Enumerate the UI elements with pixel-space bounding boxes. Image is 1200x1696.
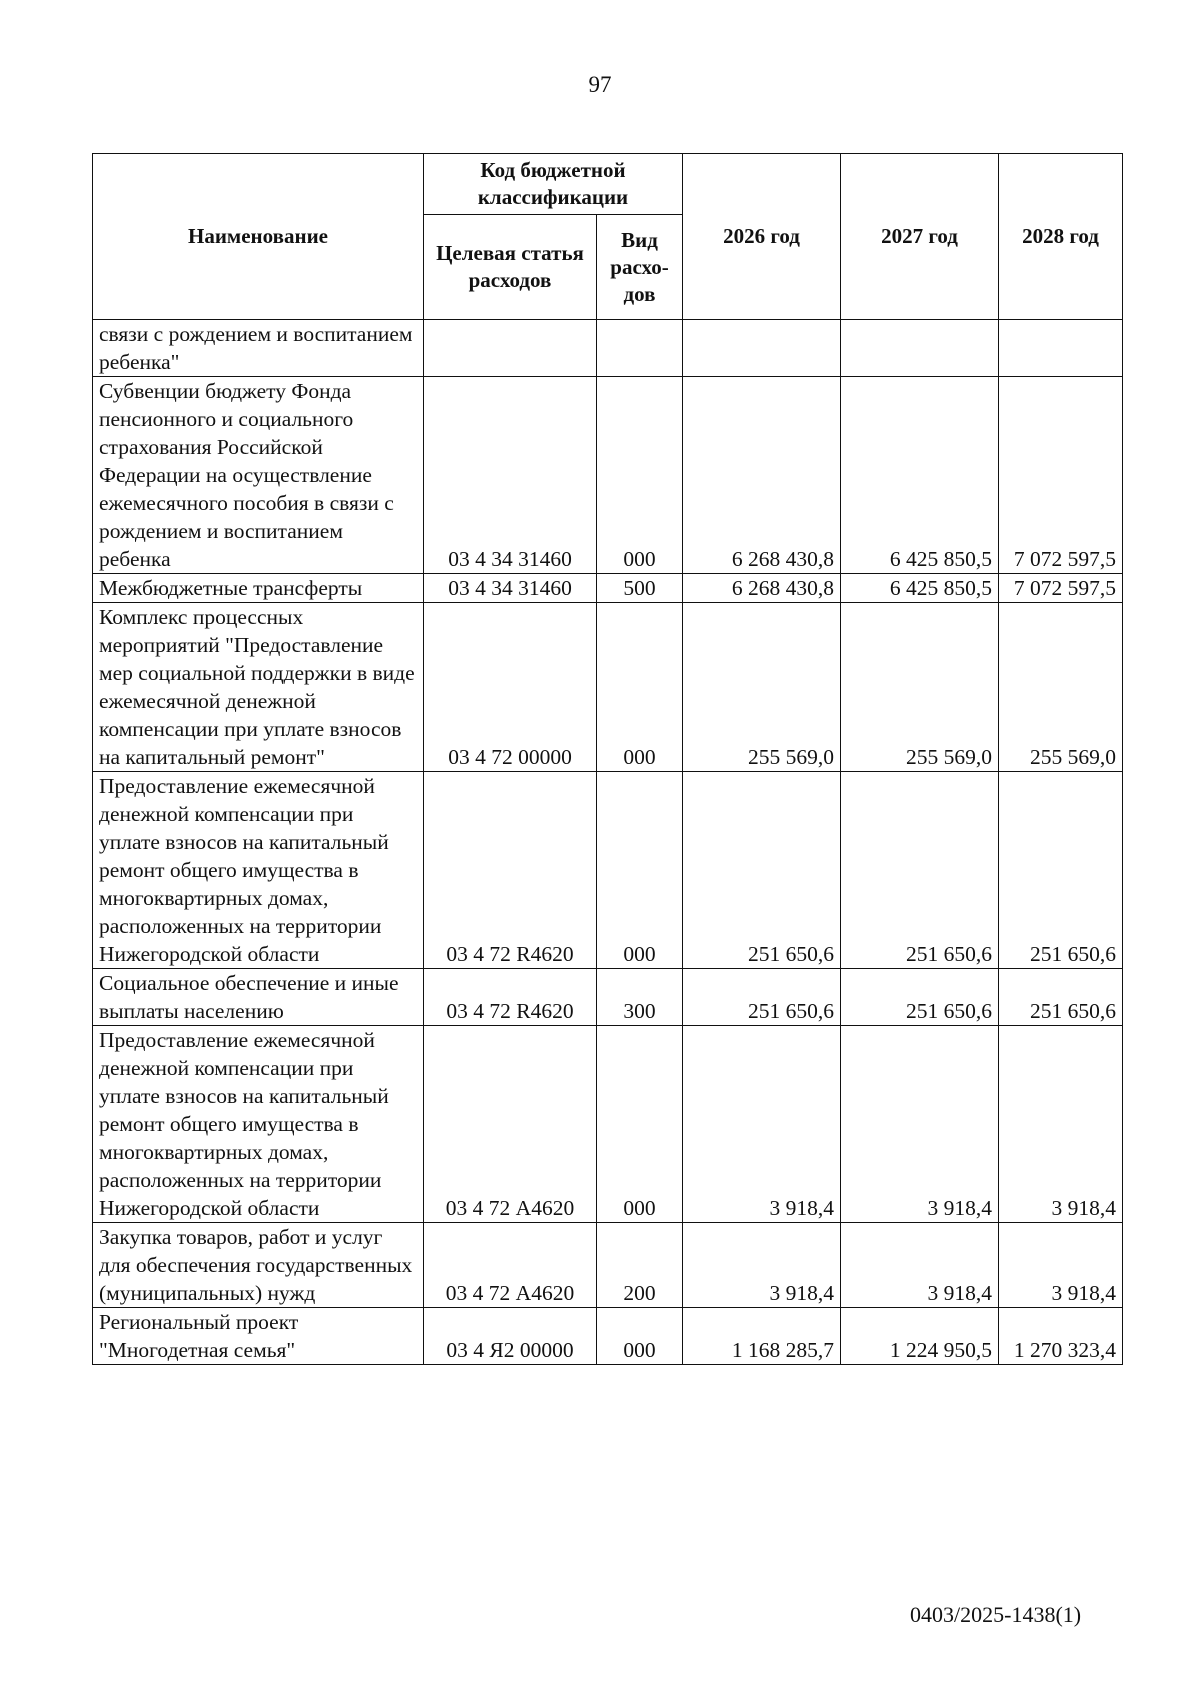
row-value-2028: 3 918,4 bbox=[999, 1223, 1123, 1308]
table-header bbox=[93, 154, 1123, 320]
row-value-2026: 3 918,4 bbox=[683, 1223, 841, 1308]
row-expense-kind: 000 bbox=[597, 603, 683, 772]
page-number: 97 bbox=[588, 72, 612, 97]
header-2026: 2026 год bbox=[683, 154, 841, 320]
row-name: Межбюджетные трансферты bbox=[93, 574, 424, 603]
row-expense-kind: 500 bbox=[597, 574, 683, 603]
row-target-article: 03 4 72 R4620 bbox=[424, 772, 597, 969]
row-value-2026: 251 650,6 bbox=[683, 969, 841, 1026]
table-row bbox=[93, 969, 1123, 1026]
table-body bbox=[93, 320, 1123, 1365]
row-expense-kind: 300 bbox=[597, 969, 683, 1026]
table-row bbox=[93, 377, 1123, 574]
header-code-group: Код бюджетной классификации bbox=[424, 154, 683, 215]
row-value-2026: 1 168 285,7 bbox=[683, 1308, 841, 1365]
row-target-article: 03 4 72 R4620 bbox=[424, 969, 597, 1026]
row-expense-kind: 000 bbox=[597, 1026, 683, 1223]
row-expense-kind: 000 bbox=[597, 772, 683, 969]
table-row bbox=[93, 772, 1123, 969]
row-value-2028: 251 650,6 bbox=[999, 772, 1123, 969]
row-value-2028: 7 072 597,5 bbox=[999, 574, 1123, 603]
row-name: Региональный проект "Многодетная семья" bbox=[93, 1308, 424, 1365]
row-name: Закупка товаров, работ и услуг для обеспечения государственных (муниципальных) нужд bbox=[93, 1223, 424, 1308]
row-value-2028: 3 918,4 bbox=[999, 1026, 1123, 1223]
row-value-2027: 6 425 850,5 bbox=[841, 377, 999, 574]
row-target-article: 03 4 72 00000 bbox=[424, 603, 597, 772]
row-value-2028 bbox=[999, 320, 1123, 377]
table-row bbox=[93, 603, 1123, 772]
row-value-2027: 3 918,4 bbox=[841, 1223, 999, 1308]
row-expense-kind: 000 bbox=[597, 1308, 683, 1365]
row-target-article: 03 4 Я2 00000 bbox=[424, 1308, 597, 1365]
row-value-2027: 251 650,6 bbox=[841, 969, 999, 1026]
row-target-article: 03 4 72 А4620 bbox=[424, 1223, 597, 1308]
row-value-2028: 7 072 597,5 bbox=[999, 377, 1123, 574]
row-value-2027 bbox=[841, 320, 999, 377]
header-2028: 2028 год bbox=[999, 154, 1123, 320]
row-expense-kind: 200 bbox=[597, 1223, 683, 1308]
row-value-2026: 251 650,6 bbox=[683, 772, 841, 969]
row-value-2028: 1 270 323,4 bbox=[999, 1308, 1123, 1365]
row-target-article: 03 4 34 31460 bbox=[424, 574, 597, 603]
row-value-2026: 3 918,4 bbox=[683, 1026, 841, 1223]
row-value-2026: 6 268 430,8 bbox=[683, 574, 841, 603]
row-name: связи с рождением и воспитанием ребенка" bbox=[93, 320, 424, 377]
row-target-article: 03 4 34 31460 bbox=[424, 377, 597, 574]
row-value-2028: 251 650,6 bbox=[999, 969, 1123, 1026]
budget-table bbox=[92, 153, 1123, 1365]
document-code: 0403/2025-1438(1) bbox=[910, 1602, 1082, 1627]
row-value-2026: 255 569,0 bbox=[683, 603, 841, 772]
table-row bbox=[93, 574, 1123, 603]
row-name: Комплекс процессных мероприятий "Предоставление мер социальной поддержки в виде ежемесячной денежной компенсации при уплате взносов на капитальный ремонт" bbox=[93, 603, 424, 772]
row-value-2028: 255 569,0 bbox=[999, 603, 1123, 772]
table-row bbox=[93, 1308, 1123, 1365]
row-value-2027: 6 425 850,5 bbox=[841, 574, 999, 603]
header-name: Наименование bbox=[93, 154, 424, 320]
row-value-2026: 6 268 430,8 bbox=[683, 377, 841, 574]
header-target-article: Целевая статья расходов bbox=[424, 215, 597, 320]
row-target-article bbox=[424, 320, 597, 377]
row-name: Социальное обеспечение и иные выплаты населению bbox=[93, 969, 424, 1026]
row-value-2027: 255 569,0 bbox=[841, 603, 999, 772]
row-name: Субвенции бюджету Фонда пенсионного и социального страхования Российской Федерации на осуществление ежемесячного пособия в связи с рождением и воспитанием ребенка bbox=[93, 377, 424, 574]
row-expense-kind: 000 bbox=[597, 377, 683, 574]
row-expense-kind bbox=[597, 320, 683, 377]
table-row bbox=[93, 1223, 1123, 1308]
row-value-2027: 1 224 950,5 bbox=[841, 1308, 999, 1365]
row-value-2026 bbox=[683, 320, 841, 377]
header-2027: 2027 год bbox=[841, 154, 999, 320]
header-expense-kind: Вид расхо-дов bbox=[597, 215, 683, 320]
row-value-2027: 3 918,4 bbox=[841, 1026, 999, 1223]
row-value-2027: 251 650,6 bbox=[841, 772, 999, 969]
table-row bbox=[93, 320, 1123, 377]
row-name: Предоставление ежемесячной денежной компенсации при уплате взносов на капитальный ремонт общего имущества в многоквартирных домах, расположенных на территории Нижегородской области bbox=[93, 1026, 424, 1223]
row-target-article: 03 4 72 А4620 bbox=[424, 1026, 597, 1223]
row-name: Предоставление ежемесячной денежной компенсации при уплате взносов на капитальный ремонт общего имущества в многоквартирных домах, расположенных на территории Нижегородской области bbox=[93, 772, 424, 969]
table-row bbox=[93, 1026, 1123, 1223]
